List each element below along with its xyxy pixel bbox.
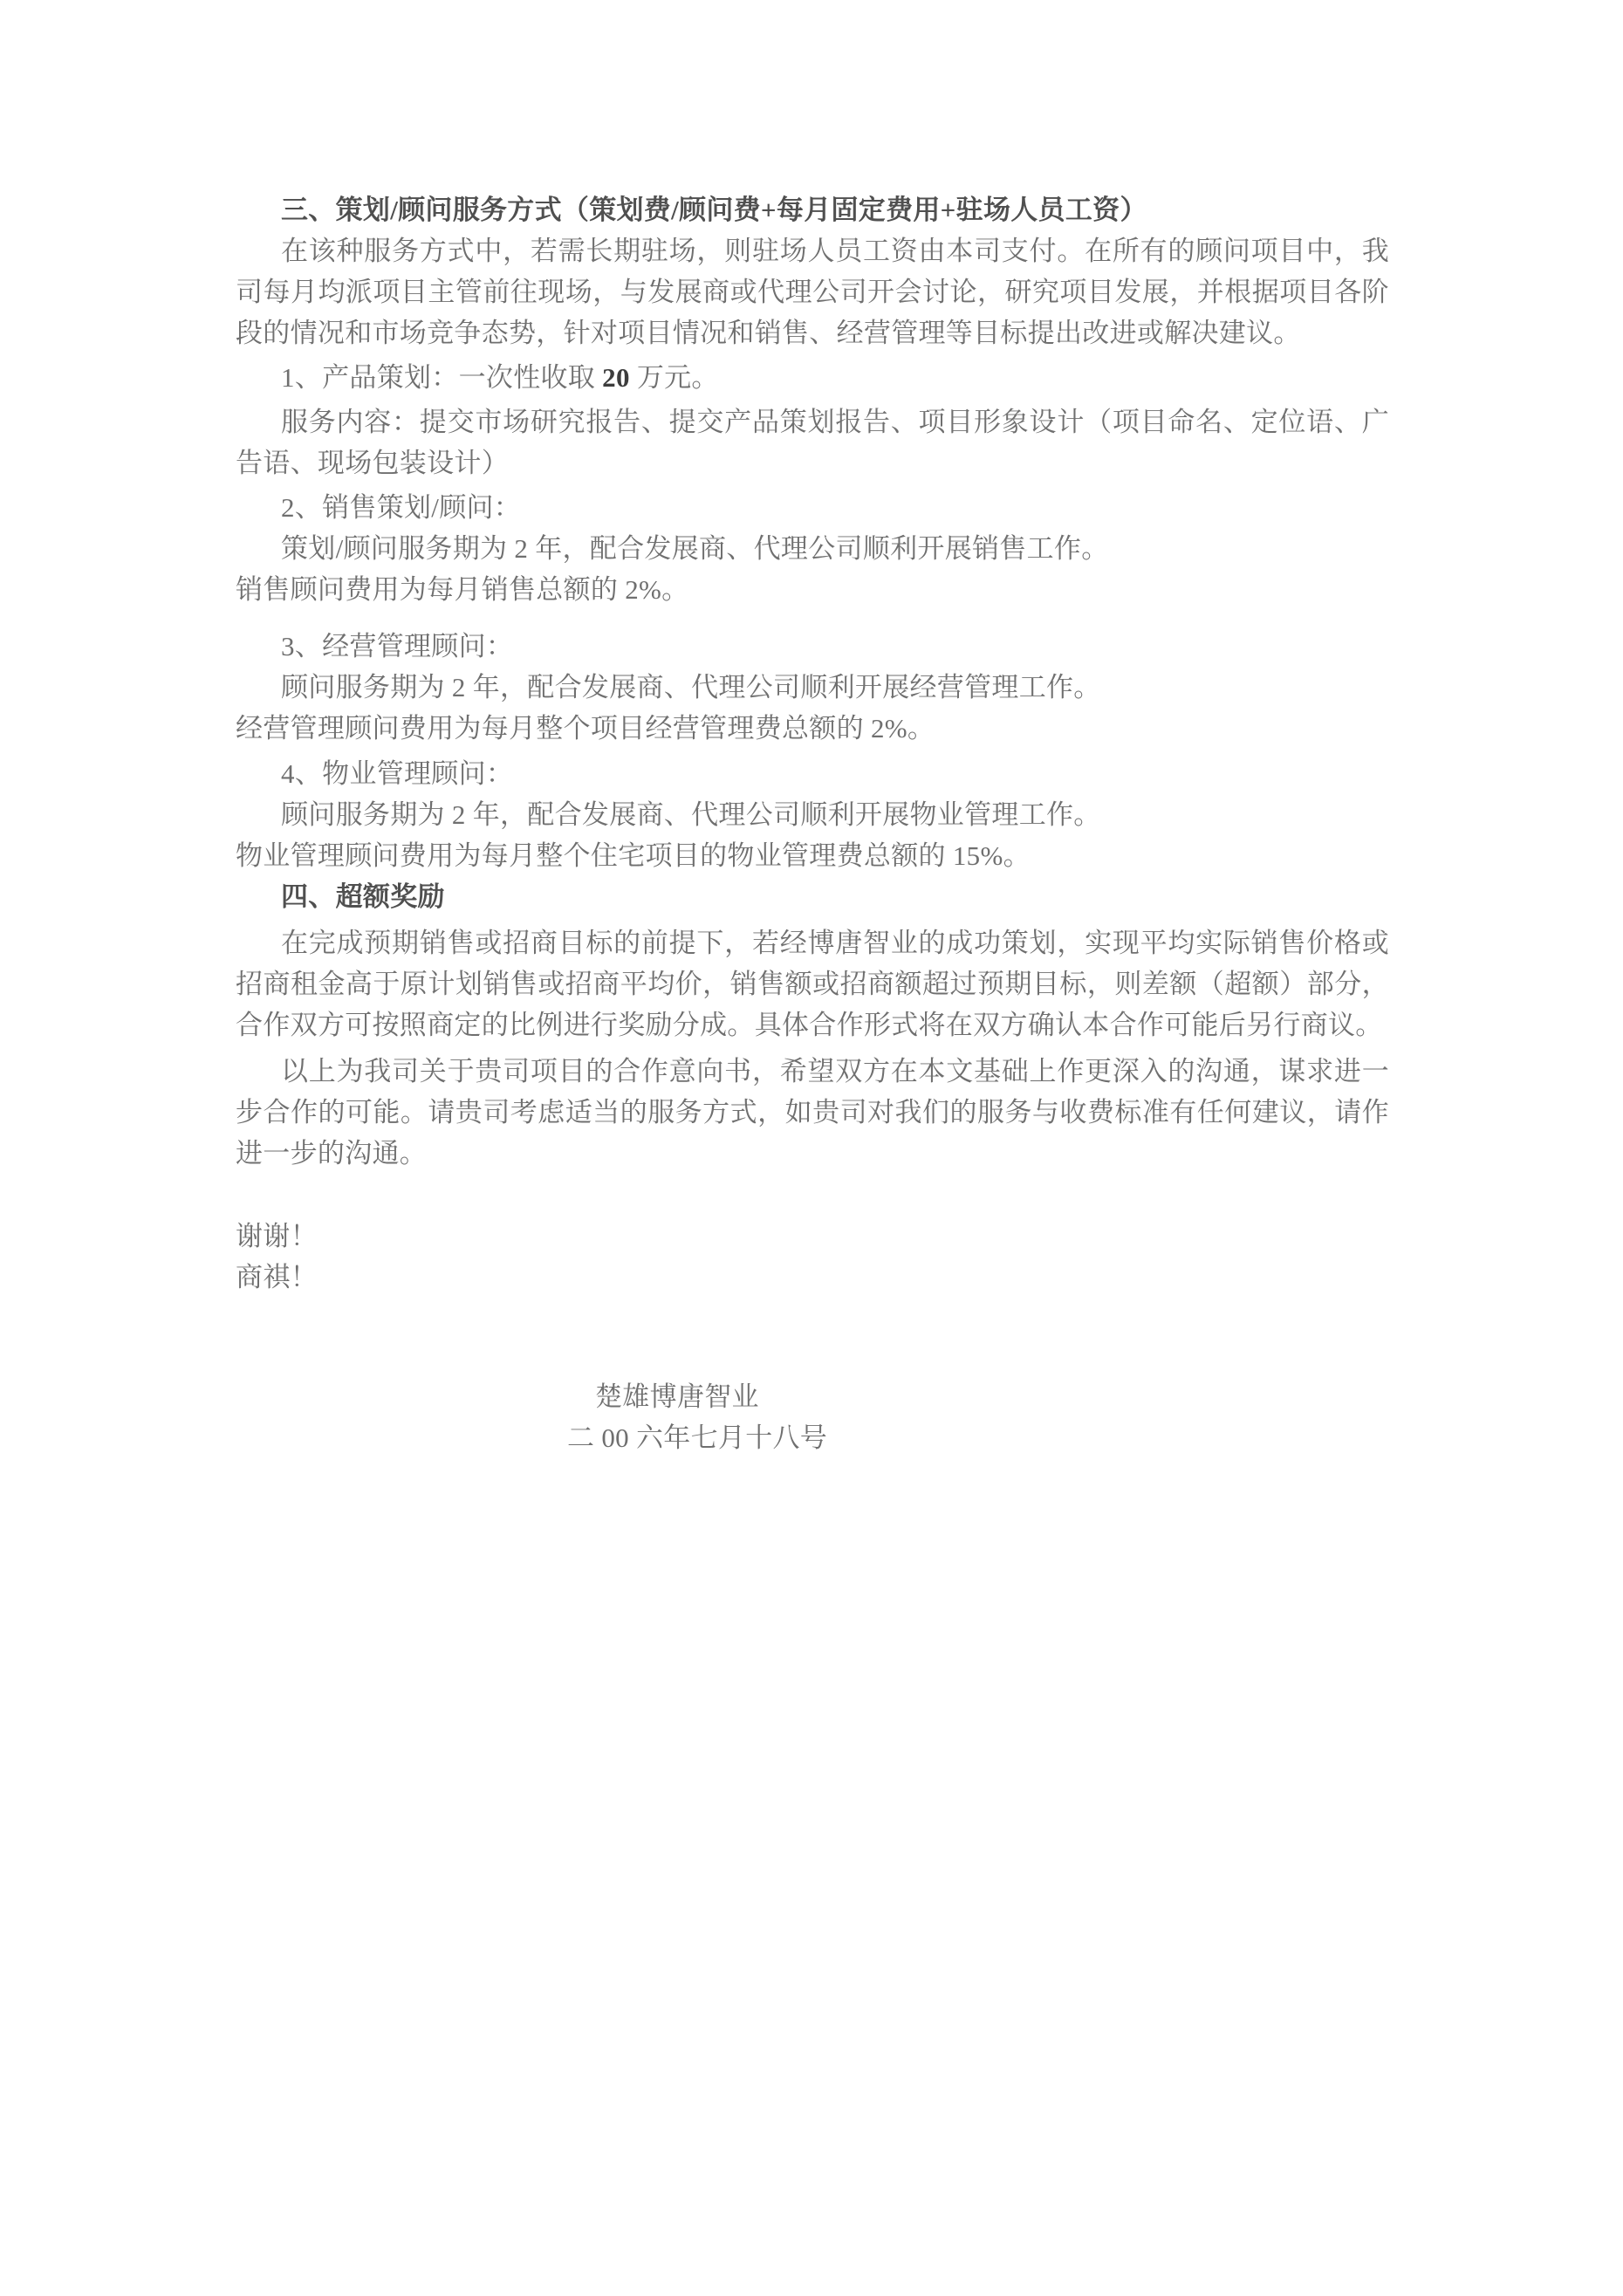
- item-3-line-2: 经营管理顾问费用为每月整个项目经营管理费总额的 2%。: [236, 713, 935, 744]
- signature-company: 楚雄博唐智业: [595, 1381, 759, 1412]
- item-1-title-suffix: 万元。: [629, 362, 719, 393]
- thanks-line: 谢谢！: [236, 1221, 318, 1251]
- regards-line: 商祺！: [236, 1262, 318, 1292]
- section-4-heading: 四、超额奖励: [281, 881, 445, 912]
- item-2-line-2: 销售顾问费用为每月销售总额的 2%。: [236, 574, 689, 605]
- item-1-body-paragraph: 服务内容：提交市场研究报告、提交产品策划报告、项目形象设计（项目命名、定位语、广告语、现场包装设计）: [236, 407, 1389, 478]
- item-1-title-prefix: 1、产品策划：一次性收取: [281, 362, 603, 393]
- item-1-amount: 20: [602, 362, 630, 393]
- item-2-title: 2、销售策划/顾问：: [281, 492, 522, 523]
- item-4-line-1: 顾问服务期为 2 年，配合发展商、代理公司顺利开展物业管理工作。: [281, 799, 1101, 830]
- item-4-line-2: 物业管理顾问费用为每月整个住宅项目的物业管理费总额的 15%。: [236, 840, 1031, 871]
- item-3-line-1: 顾问服务期为 2 年，配合发展商、代理公司顺利开展经营管理工作。: [281, 672, 1101, 703]
- section-4-body-paragraph: 在完成预期销售或招商目标的前提下，若经博唐智业的成功策划，实现平均实际销售价格或招商租金高于原计划销售或招商平均价，销售额或招商额超过预期目标，则差额（超额）部分，合作双方可按照商定的比例进行奖励分成。具体合作形式将在双方确认本合作可能后另行商议。: [236, 928, 1389, 1040]
- section-3-intro-paragraph: 在该种服务方式中，若需长期驻场，则驻场人员工资由本司支付。在所有的顾问项目中，我司每月均派项目主管前往现场，与发展商或代理公司开会讨论，研究项目发展，并根据项目各阶段的情况和市场竞争态势，针对项目情况和销售、经营管理等目标提出改进或解决建议。: [236, 236, 1389, 348]
- item-4-title: 4、物业管理顾问：: [281, 758, 514, 789]
- signature-date: 二 00 六年七月十八号: [567, 1422, 828, 1453]
- item-3-title: 3、经营管理顾问：: [281, 631, 514, 661]
- letter-body: [236, 189, 1389, 1458]
- item-1-title: [236, 357, 1389, 398]
- section-3-heading: 三、策划/顾问服务方式（策划费/顾问费+每月固定费用+驻场人员工资）: [281, 195, 1147, 225]
- item-2-line-1: 策划/顾问服务期为 2 年，配合发展商、代理公司顺利开展销售工作。: [281, 533, 1109, 564]
- closing-paragraph: 以上为我司关于贵司项目的合作意向书，希望双方在本文基础上作更深入的沟通，谋求进一步合作的可能。请贵司考虑适当的服务方式，如贵司对我们的服务与收费标准有任何建议，请作进一步的沟通。: [236, 1056, 1389, 1169]
